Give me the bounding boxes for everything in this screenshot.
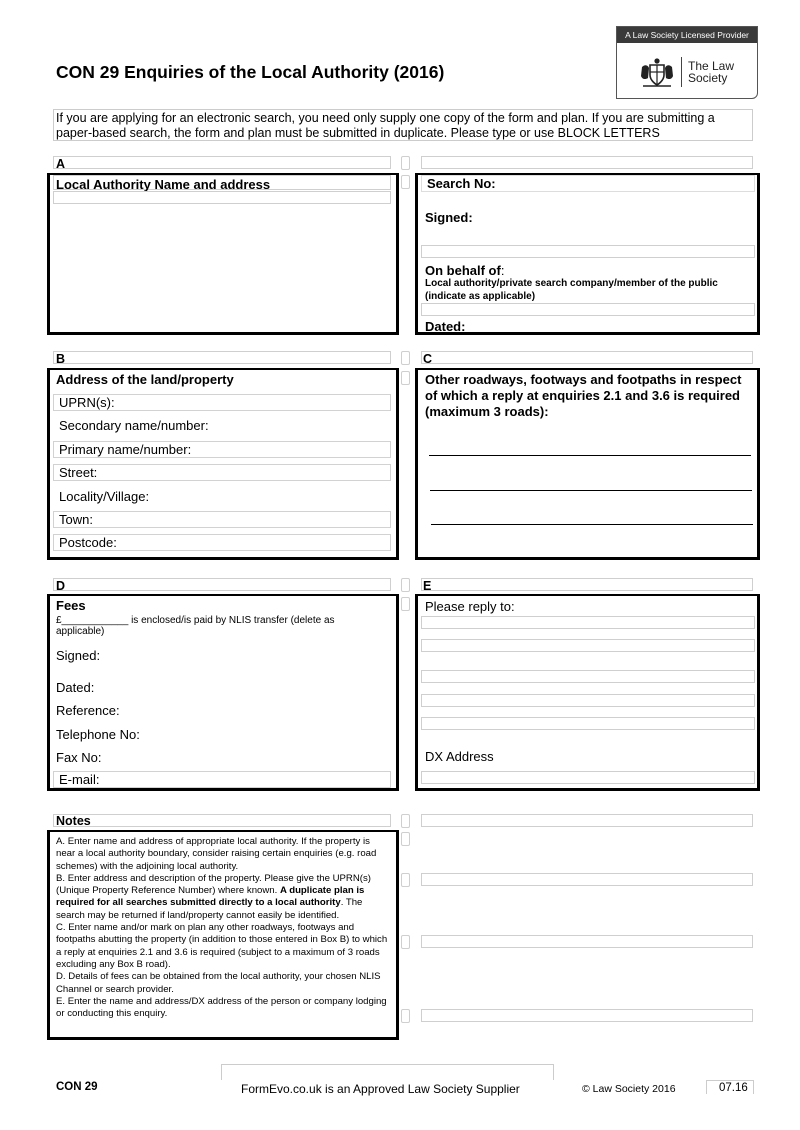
box-a-heading: Local Authority Name and address bbox=[56, 177, 271, 192]
primary-name-row[interactable]: Primary name/number: bbox=[53, 441, 391, 458]
logo-band-text: A Law Society Licensed Provider bbox=[617, 27, 757, 43]
footer-frame bbox=[221, 1064, 554, 1080]
right-slot bbox=[421, 935, 753, 948]
separator-mark bbox=[401, 351, 410, 365]
locality-row[interactable]: Locality/Village: bbox=[53, 488, 391, 505]
dated-label: Dated: bbox=[425, 319, 466, 334]
page-title: CON 29 Enquiries of the Local Authority (2016) bbox=[56, 62, 445, 82]
footer-supplier: FormEvo.co.uk is an Approved Law Society Supplier bbox=[241, 1082, 520, 1096]
label-slot-d bbox=[53, 578, 391, 591]
reply-to-label: Please reply to: bbox=[425, 599, 515, 614]
street-row[interactable]: Street: bbox=[53, 464, 391, 481]
notes-heading: Notes bbox=[56, 814, 91, 828]
notes-box bbox=[47, 830, 399, 1040]
search-no-label: Search No: bbox=[427, 176, 496, 191]
separator-mark bbox=[401, 832, 410, 846]
reply-line-4[interactable] bbox=[421, 694, 755, 707]
separator-mark bbox=[401, 873, 410, 887]
note-b: B. Enter address and description of the property. Please give the UPRN(s) (Unique Property Reference Number) where known. A duplicate plan is required for all searches submitted directly to a local authority. The search may be returned if land/property cannot easily be identified. bbox=[56, 872, 371, 921]
label-slot-e bbox=[421, 578, 753, 591]
note-c: C. Enter name and/or mark on plan any other roadways, footways and footpaths abutting the property (in addition to those entered in Box B) to which a reply at enquiries 2.1 and 3.6 is required (subject to a maximum of 3 roads excluding any Box B road). bbox=[56, 922, 388, 970]
d-signed-label: Signed: bbox=[56, 648, 101, 663]
box-b-heading: Address of the land/property bbox=[56, 372, 234, 387]
on-behalf-label: On behalf of: bbox=[425, 263, 505, 278]
label-slot-c bbox=[421, 351, 753, 364]
box-d-heading: Fees bbox=[56, 598, 86, 613]
box-b-letter: B bbox=[56, 352, 66, 366]
box-e-letter: E bbox=[423, 579, 432, 593]
road-line-1[interactable] bbox=[429, 455, 751, 456]
label-slot-a bbox=[53, 156, 391, 169]
right-slot bbox=[421, 873, 753, 886]
law-society-logo bbox=[616, 26, 758, 99]
d-dated-label: Dated: bbox=[56, 680, 95, 695]
town-row[interactable]: Town: bbox=[53, 511, 391, 528]
box-a-local-authority[interactable] bbox=[47, 173, 399, 335]
separator-mark bbox=[401, 175, 410, 189]
on-behalf-note-1: Local authority/private search company/member of the public bbox=[425, 278, 718, 289]
road-line-2[interactable] bbox=[430, 490, 752, 491]
secondary-name-row[interactable]: Secondary name/number: bbox=[53, 417, 391, 434]
separator-mark bbox=[401, 156, 410, 170]
intro-text: If you are applying for an electronic search, you need only supply one copy of the form and plan. If you are submitting a paper-based search, the form and plan must be submitted in duplicate. Please type or use BLOCK LETTERS bbox=[53, 109, 753, 141]
crest-icon bbox=[639, 57, 675, 89]
box-c-heading-2: of which a reply at enquiries 2.1 and 3.6 is required bbox=[425, 388, 740, 403]
logo-divider bbox=[681, 57, 682, 87]
footer-version: 07.16 bbox=[719, 1082, 748, 1094]
separator-mark bbox=[401, 814, 410, 828]
separator-mark bbox=[401, 1009, 410, 1023]
separator-mark bbox=[401, 578, 410, 592]
note-e: E. Enter the name and address/DX address of the person or company lodging or conducting this enquiry. bbox=[56, 995, 387, 1020]
box-e-reply-address bbox=[415, 594, 760, 791]
uprn-row[interactable]: UPRN(s): bbox=[53, 394, 391, 411]
footer-code: CON 29 bbox=[56, 1081, 98, 1093]
email-row[interactable]: E-mail: bbox=[53, 771, 391, 788]
dx-line[interactable] bbox=[421, 771, 755, 784]
box-a-right-search-details bbox=[415, 173, 760, 335]
note-d: D. Details of fees can be obtained from the local authority, your chosen NLIS Channel or search provider. bbox=[56, 971, 381, 995]
box-c-other-roadways bbox=[415, 368, 760, 560]
fee-line-2: applicable) bbox=[56, 626, 105, 637]
postcode-row[interactable]: Postcode: bbox=[53, 534, 391, 551]
box-d-letter: D bbox=[56, 579, 66, 593]
label-slot-notes bbox=[53, 814, 391, 827]
label-slot-b bbox=[53, 351, 391, 364]
signed-label: Signed: bbox=[425, 210, 473, 225]
search-no-row[interactable] bbox=[421, 175, 755, 192]
box-c-letter: C bbox=[423, 352, 433, 366]
input-line[interactable] bbox=[421, 303, 755, 316]
footer-copyright: © Law Society 2016 bbox=[582, 1083, 676, 1095]
fee-line-1[interactable]: £____________ is enclosed/is paid by NLIS transfer (delete as bbox=[56, 615, 335, 626]
box-c-heading-1: Other roadways, footways and footpaths in respect bbox=[425, 372, 742, 387]
input-line bbox=[53, 191, 391, 204]
box-a-letter: A bbox=[56, 157, 66, 171]
reference-label: Reference: bbox=[56, 703, 120, 718]
separator-mark bbox=[401, 935, 410, 949]
on-behalf-note-2: (indicate as applicable) bbox=[425, 291, 536, 302]
road-line-3[interactable] bbox=[431, 524, 753, 525]
reply-line-2[interactable] bbox=[421, 639, 755, 652]
box-b-property-address bbox=[47, 368, 399, 560]
telephone-label: Telephone No: bbox=[56, 727, 140, 742]
reply-line-3[interactable] bbox=[421, 670, 755, 683]
logo-line-2: Society bbox=[688, 71, 728, 85]
right-slot bbox=[421, 1009, 753, 1022]
dx-address-label: DX Address bbox=[425, 749, 494, 764]
fax-label: Fax No: bbox=[56, 750, 102, 765]
box-c-heading-3: (maximum 3 roads): bbox=[425, 404, 549, 419]
box-d-fees bbox=[47, 594, 399, 791]
separator-mark bbox=[401, 597, 410, 611]
right-slot bbox=[421, 814, 753, 827]
note-a: A. Enter name and address of appropriate local authority. If the property is near a local authority boundary, consider raising certain enquiries (e.g. road schemes) with the adjoining local authority. bbox=[56, 836, 377, 872]
input-line[interactable] bbox=[421, 245, 755, 258]
logo-text bbox=[688, 60, 734, 84]
reply-line-1[interactable] bbox=[421, 616, 755, 629]
reply-line-5[interactable] bbox=[421, 717, 755, 730]
logo-line-1: The Law bbox=[688, 59, 735, 73]
label-slot-a-right bbox=[421, 156, 753, 169]
separator-mark bbox=[401, 371, 410, 385]
